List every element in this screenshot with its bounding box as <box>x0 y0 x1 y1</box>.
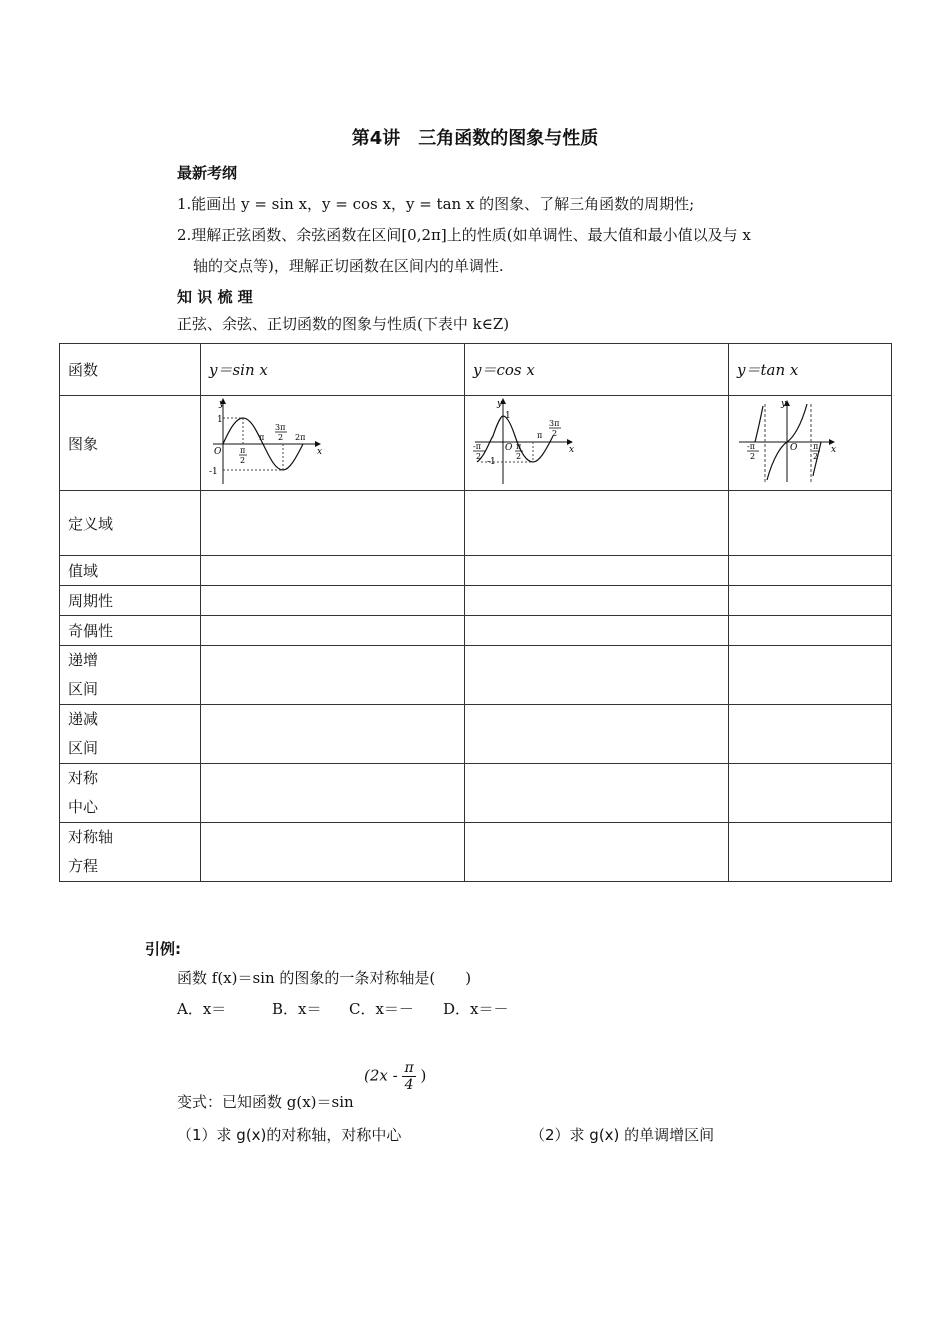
tan-neg-half-pi-den: 2 <box>750 452 756 461</box>
cos-half-pi-den: 2 <box>516 452 522 461</box>
row-label-axis <box>60 823 201 882</box>
cell-sin-increasing <box>201 646 465 705</box>
cos-neg-one-label: -1 <box>487 457 496 467</box>
cell-sin-decreasing <box>201 705 465 764</box>
sin-half-pi-num: π <box>240 446 246 455</box>
variant-question-1: （1）求 g(x)的对称轴，对称中心 <box>177 1126 402 1144</box>
page-title: 第4讲 三角函数的图象与性质 <box>351 128 599 149</box>
table-row-period <box>60 586 892 616</box>
cell-cos-domain <box>465 491 729 556</box>
option-b: B．x＝ <box>272 1000 322 1018</box>
sin-one-label: 1 <box>217 415 223 425</box>
formula-right: ) <box>420 1066 427 1085</box>
cell-cos-parity <box>465 616 729 646</box>
tan-left-branch <box>755 406 763 442</box>
tan-graph-cell <box>729 396 892 491</box>
cell-tan-domain <box>729 491 892 556</box>
sin-neg-one-label: -1 <box>209 467 218 477</box>
cell-tan-period <box>729 586 892 616</box>
knowledge-heading: 知 识 梳 理 <box>177 288 253 306</box>
cell-cos-axis <box>465 823 729 882</box>
option-a: A．x＝ <box>177 1000 227 1018</box>
example-question: 函数 f(x)＝sin 的图象的一条对称轴是( ) <box>177 969 472 987</box>
cell-sin-domain <box>201 491 465 556</box>
tan-y-label: y <box>781 399 787 409</box>
sin-three-pi-den: 2 <box>278 433 284 442</box>
cell-tan-decreasing <box>729 705 892 764</box>
tan-half-pi-den: 2 <box>813 452 819 461</box>
formula-fraction <box>402 1060 415 1093</box>
cell-cos-range <box>465 556 729 586</box>
table-row-center <box>60 764 892 823</box>
cos-half-pi-num: π <box>516 442 522 451</box>
row-label-range: 值域 <box>60 556 201 586</box>
row-label-domain: 定义域 <box>60 491 201 556</box>
row-label-parity: 奇偶性 <box>60 616 201 646</box>
row-label-decreasing-line2: 区间 <box>68 739 99 757</box>
cos-pi-label: π <box>537 431 543 440</box>
cell-sin-parity <box>201 616 465 646</box>
sin-two-pi-label: 2π <box>295 433 306 442</box>
cos-neg-half-pi-num: -π <box>473 442 481 451</box>
table-row-graph <box>60 396 892 491</box>
row-label-center <box>60 764 201 823</box>
example-heading: 引例: <box>145 940 181 958</box>
knowledge-intro: 正弦、余弦、正切函数的图象与性质(下表中 k∈Z) <box>177 315 510 333</box>
table-row-range <box>60 556 892 586</box>
header-sin: y＝sin x <box>201 344 465 396</box>
table-row-domain <box>60 491 892 556</box>
sin-half-pi-den: 2 <box>240 456 246 465</box>
graph-row-label: 图象 <box>60 396 201 491</box>
tan-neg-half-pi-num: -π <box>747 442 755 451</box>
table-row-decreasing <box>60 705 892 764</box>
cos-three-pi-num: 3π <box>549 419 560 428</box>
sin-x-label: x <box>317 447 323 457</box>
table-row-axis <box>60 823 892 882</box>
sin-graph <box>209 396 329 486</box>
tan-graph <box>735 396 845 486</box>
cell-sin-period <box>201 586 465 616</box>
cos-y-label: y <box>497 399 503 409</box>
outline-item-2-line-2: 轴的交点等)，理解正切函数在区间内的单调性. <box>193 257 504 275</box>
outline-heading: 最新考纲 <box>177 164 238 182</box>
row-label-center-line2: 中心 <box>68 798 99 816</box>
cos-x-label: x <box>569 445 575 455</box>
row-label-period: 周期性 <box>60 586 201 616</box>
formula-numerator: π <box>404 1060 414 1076</box>
cell-cos-decreasing <box>465 705 729 764</box>
row-label-increasing <box>60 646 201 705</box>
variant-question-2: （2）求 g(x) 的单调增区间 <box>530 1126 715 1144</box>
row-label-axis-line1: 对称轴 <box>68 828 114 846</box>
cos-graph-cell <box>465 396 729 491</box>
cell-sin-center <box>201 764 465 823</box>
variant-text: 变式：已知函数 g(x)＝sin <box>177 1093 354 1111</box>
option-c: C．x＝－ <box>349 1000 414 1018</box>
table-row-increasing <box>60 646 892 705</box>
row-label-decreasing-line1: 递减 <box>68 710 99 728</box>
cos-origin-label: O <box>505 443 513 453</box>
row-label-axis-line2: 方程 <box>68 857 99 875</box>
trig-properties-table <box>59 343 892 882</box>
row-label-increasing-line2: 区间 <box>68 680 99 698</box>
row-label-decreasing <box>60 705 201 764</box>
cos-three-pi-den: 2 <box>552 429 558 438</box>
row-label-increasing-line1: 递增 <box>68 651 99 669</box>
tan-x-label: x <box>831 445 837 455</box>
sin-graph-cell <box>201 396 465 491</box>
header-function: 函数 <box>60 344 201 396</box>
cell-cos-period <box>465 586 729 616</box>
cos-one-label: 1 <box>505 411 511 421</box>
table-row-parity <box>60 616 892 646</box>
sin-pi-label: π <box>259 433 265 442</box>
cell-tan-center <box>729 764 892 823</box>
cell-sin-range <box>201 556 465 586</box>
cos-neg-half-pi-den: 2 <box>476 452 482 461</box>
table-header-row <box>60 344 892 396</box>
tan-origin-label: O <box>790 443 798 453</box>
formula-denominator: 4 <box>404 1077 414 1093</box>
cos-graph <box>471 396 591 486</box>
cell-sin-axis <box>201 823 465 882</box>
cell-tan-axis <box>729 823 892 882</box>
tan-half-pi-num: π <box>813 442 819 451</box>
cell-cos-center <box>465 764 729 823</box>
formula-left: (2x - <box>364 1066 398 1085</box>
cell-tan-increasing <box>729 646 892 705</box>
outline-item-1: 1.能画出 y = sin x，y = cos x，y = tan x 的图象、了解三角函数的周期性; <box>177 195 695 213</box>
variant-formula <box>364 1060 426 1093</box>
sin-three-pi-num: 3π <box>275 423 286 432</box>
outline-item-2-line-1: 2.理解正弦函数、余弦函数在区间[0,2π]上的性质(如单调性、最大值和最小值以及与 x <box>177 226 751 244</box>
cell-tan-range <box>729 556 892 586</box>
header-tan: y＝tan x <box>729 344 892 396</box>
sin-y-label: y <box>219 399 225 409</box>
option-d: D．x＝－ <box>443 1000 509 1018</box>
cell-cos-increasing <box>465 646 729 705</box>
row-label-center-line1: 对称 <box>68 769 99 787</box>
sin-origin-label: O <box>214 447 222 457</box>
header-cos: y＝cos x <box>465 344 729 396</box>
cell-tan-parity <box>729 616 892 646</box>
